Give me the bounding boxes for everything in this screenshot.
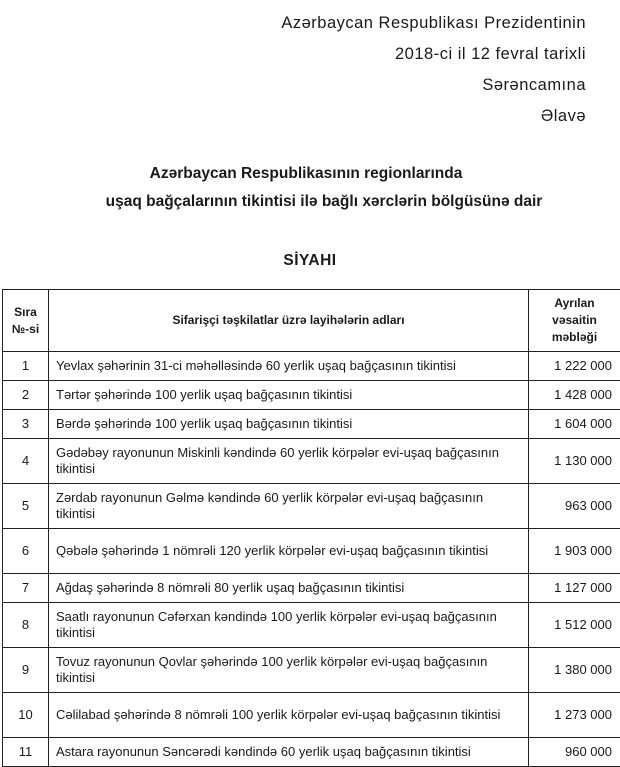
- document-header: [281, 8, 586, 132]
- project-name: Qəbələ şəhərində 1 nömrəli 120 yerlik körpələr evi-uşaq bağçasının tikintisi: [49, 529, 529, 574]
- row-number: 11: [3, 738, 49, 767]
- table-header-row: [3, 290, 620, 352]
- allocated-amount: 1 130 000: [529, 439, 620, 484]
- project-name: Gədəbəy rayonunun Miskinli kəndində 60 yerlik körpələr evi-uşaq bağçasının tikintisi: [49, 439, 529, 484]
- table-row: [3, 693, 620, 738]
- table-row: [3, 603, 620, 648]
- allocated-amount: 1 428 000: [529, 381, 620, 410]
- table-row: [3, 738, 620, 767]
- project-name: Cəlilabad şəhərində 8 nömrəli 100 yerlik körpələr evi-uşaq bağçasının tikintisi: [49, 693, 529, 738]
- row-number: 5: [3, 484, 49, 529]
- row-number: 3: [3, 410, 49, 439]
- project-name: Zərdab rayonunun Gəlmə kəndində 60 yerlik körpələr evi-uşaq bağçasının tikintisi: [49, 484, 529, 529]
- allocated-amount: 963 000: [529, 484, 620, 529]
- allocated-amount: 960 000: [529, 738, 620, 767]
- project-name: Ağdaş şəhərində 8 nömrəli 80 yerlik uşaq bağçasının tikintisi: [49, 574, 529, 603]
- row-number: 2: [3, 381, 49, 410]
- column-header-amount: [529, 290, 620, 352]
- expense-table: [2, 289, 620, 767]
- table-row: [3, 410, 620, 439]
- header-line-appendix: Əlavə: [281, 101, 586, 132]
- table-row: [3, 574, 620, 603]
- column-header-amount-line-1: Ayrılan: [536, 295, 613, 312]
- list-heading: SİYAHI: [0, 252, 620, 270]
- row-number: 4: [3, 439, 49, 484]
- column-header-amount-line-2: vəsaitin: [536, 312, 613, 329]
- table-row: [3, 529, 620, 574]
- allocated-amount: 1 380 000: [529, 648, 620, 693]
- row-number: 6: [3, 529, 49, 574]
- project-name: Bərdə şəhərində 100 yerlik uşaq bağçasının tikintisi: [49, 410, 529, 439]
- project-name: Astara rayonunun Səncərədi kəndində 60 yerlik uşaq bağçasının tikintisi: [49, 738, 529, 767]
- allocated-amount: 1 127 000: [529, 574, 620, 603]
- document-title-line-2: uşaq bağçalarının tikintisi ilə bağlı xərclərin bölgüsünə dair: [14, 188, 620, 215]
- row-number: 10: [3, 693, 49, 738]
- table-row: [3, 352, 620, 381]
- header-line-order: Sərəncamına: [281, 70, 586, 101]
- column-header-number: [3, 290, 49, 352]
- allocated-amount: 1 222 000: [529, 352, 620, 381]
- table-row: [3, 484, 620, 529]
- table-row: [3, 439, 620, 484]
- table-row: [3, 648, 620, 693]
- project-name: Yevlax şəhərinin 31-ci məhəlləsində 60 yerlik uşaq bağçasının tikintisi: [49, 352, 529, 381]
- project-name: Tərtər şəhərində 100 yerlik uşaq bağçasının tikintisi: [49, 381, 529, 410]
- allocated-amount: 1 604 000: [529, 410, 620, 439]
- column-header-amount-line-3: məbləği: [536, 329, 613, 346]
- table-row: [3, 381, 620, 410]
- header-line-date: 2018-ci il 12 fevral tarixli: [281, 39, 586, 70]
- row-number: 7: [3, 574, 49, 603]
- column-header-number-line-1: Sıra: [3, 304, 48, 321]
- column-header-name: Sifarişçi təşkilatlar üzrə layihələrin adları: [49, 290, 529, 352]
- document-title-line-1: Azərbaycan Respublikasının regionlarında: [0, 160, 616, 187]
- project-name: Saatlı rayonunun Cəfərxan kəndində 100 yerlik körpələr evi-uşaq bağçasının tikintisi: [49, 603, 529, 648]
- allocated-amount: 1 512 000: [529, 603, 620, 648]
- allocated-amount: 1 903 000: [529, 529, 620, 574]
- project-name: Tovuz rayonunun Qovlar şəhərində 100 yerlik körpələr evi-uşaq bağçasının tikintisi: [49, 648, 529, 693]
- header-line-president: Azərbaycan Respublikası Prezidentinin: [281, 8, 586, 39]
- allocated-amount: 1 273 000: [529, 693, 620, 738]
- row-number: 9: [3, 648, 49, 693]
- row-number: 1: [3, 352, 49, 381]
- row-number: 8: [3, 603, 49, 648]
- column-header-number-line-2: №-si: [3, 321, 48, 338]
